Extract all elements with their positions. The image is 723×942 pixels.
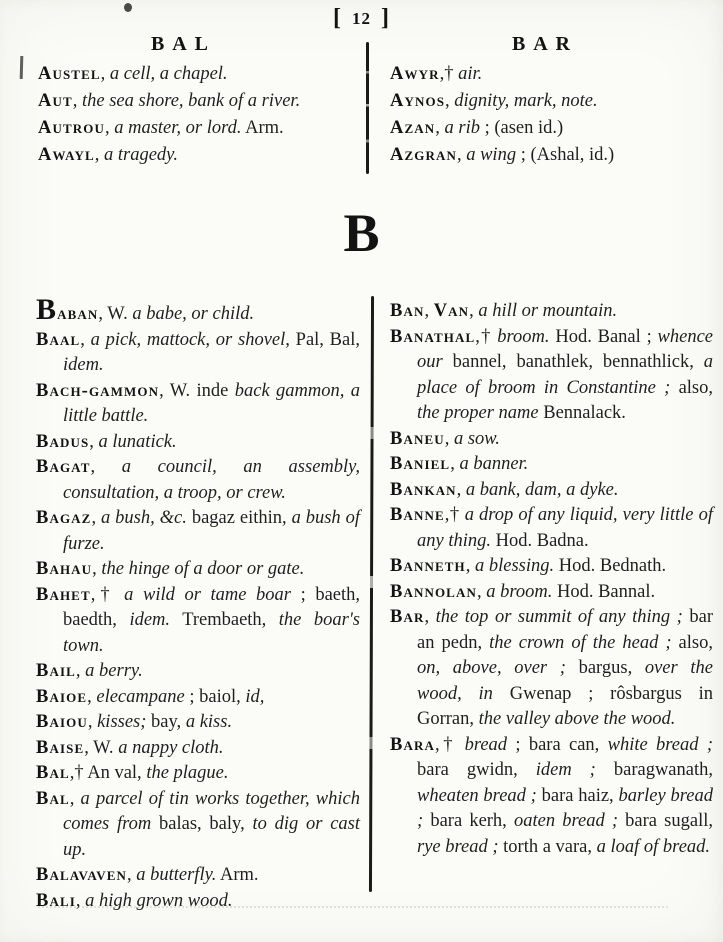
entry-text-roman: , [75,661,86,681]
entry-definition-italic: whence our [417,326,714,372]
dictionary-entry [36,379,360,430]
scan-artifact-edge-tick [20,56,24,79]
entry-text-roman: , [126,865,137,885]
dictionary-entry [36,583,360,660]
entry-text-roman: baragwanath, [595,760,713,780]
entry-text-roman: torth a vara, [498,836,597,857]
dictionary-entry [38,88,359,115]
entry-headword: Bahet [36,584,91,605]
entry-definition-italic: the crown of the head ; [489,632,672,653]
entry-definition-italic: wheaten bread ; [417,785,537,806]
entry-definition-italic: a kiss. [185,712,233,732]
entry-text-roman: bargus, [565,658,645,678]
entry-text-roman: ; (Ashal, id.) [516,145,615,165]
entry-definition-italic: the top or summit of any thing ; [435,607,683,627]
entry-definition-italic: the hinge of a door or gate. [101,559,305,579]
entry-text-roman: Arm. [216,865,259,885]
column-divider-b-section [369,296,374,892]
entry-text-roman: , [87,686,97,707]
entry-text-roman: ; baiol, [184,686,246,707]
entry-definition-italic: a rib [444,118,480,138]
entry-headword: Bagat [36,457,91,477]
dictionary-entry [390,733,713,861]
entry-text-roman: bagaz eithin, [186,508,292,528]
dictionary-entry [38,61,359,88]
entry-headword: Baise [36,737,85,758]
entry-definition-italic: a broom. [486,581,553,602]
entry-headword: Awyr [390,64,440,84]
page-number-bracket-left: [ [333,5,342,31]
entry-text-roman: , [91,508,101,528]
entry-definition-italic: bread [464,734,508,755]
entry-headword: Bar [390,607,425,627]
column-header-bar: B A R [511,33,573,55]
dictionary-entry [390,142,712,169]
entry-definition-italic: broom. [497,326,550,347]
entry-definition-italic: the valley above the wood. [478,709,676,729]
entry-text-roman: , [456,479,466,500]
entry-text-roman: Hod. Bannal. [552,581,656,602]
entry-headword: Bach-gammon [36,380,160,401]
b-section-right-column [390,299,713,860]
entry-headword: Baneu [390,428,445,449]
entry-definition-italic: a place of broom in Constantine ; [417,352,713,398]
top-left-column [38,61,359,169]
dictionary-entry [36,455,360,506]
entry-headword: Bal [36,763,70,783]
entry-text-roman: bannel, banathlek, bennathlick, [442,352,704,372]
entry-text-roman: , [69,788,81,809]
entry-text-roman: ; baeth, baedth, [63,584,361,630]
dictionary-entry [390,580,713,606]
entry-text-roman: Hod. Badna. [491,530,589,551]
entry-text-roman: also, [671,632,713,653]
top-right-column [390,61,712,169]
entry-headword: Banathal [390,326,476,347]
dictionary-entry [390,88,712,115]
entry-definition-italic: dignity, mark, note. [454,91,598,111]
entry-text-roman: , [476,581,487,602]
dictionary-entry [390,452,713,478]
dictionary-entry [390,605,713,733]
entry-definition-italic: barley bread ; [417,785,713,831]
entry-definition-italic: a babe, or child. [132,304,255,324]
dictionary-entry [390,478,713,504]
column-header-bal: B A L [151,33,210,55]
entry-text-roman: , [435,118,445,138]
dictionary-entry [36,710,360,736]
entry-headword: Bannolan [390,581,477,602]
entry-text-roman: ,† [444,505,465,525]
drop-cap-initial: B [36,293,58,326]
entry-text-roman: , [87,712,98,732]
entry-text-roman: , [469,301,479,321]
dictionary-entry [36,736,360,762]
entry-headword: Awayl [38,145,95,165]
entry-definition-italic: idem ; [535,760,596,780]
entry-text-roman: Bennalack. [538,403,626,423]
entry-definition-italic: a loaf of bread. [596,836,711,857]
entry-definition-italic: the proper name [417,403,539,423]
entry-definition-italic: the sea shore, bank of a river. [82,91,301,111]
dictionary-entry [36,889,360,915]
entry-text-roman: , [104,118,115,138]
entry-definition-italic: a tragedy. [103,145,178,165]
entry-definition-italic: over the wood, in [417,658,713,704]
entry-text-roman: Pal, Bal, [289,329,360,350]
entry-definition-italic: to dig or cast up. [63,814,361,860]
entry-headword: Baioe [36,686,88,707]
entry-text-roman: , W. inde [159,380,235,401]
entry-headword: Banneth [390,556,466,576]
dictionary-entry [38,115,359,142]
entry-headword: Banne [390,505,445,525]
entry-text-roman: ,† [90,584,125,605]
dictionary-entry [36,293,360,328]
entry-text-roman: , [424,607,436,627]
entry-definition-italic: a sow. [453,428,500,449]
entry-text-roman: , [456,145,467,165]
dictionary-entry [36,659,360,685]
entry-headword: Autrou [38,118,105,138]
entry-definition-italic: air. [458,64,483,84]
dictionary-entry [36,787,360,864]
entry-definition-italic: a butterfly. [136,865,217,885]
entry-definition-italic: a blessing. [474,556,555,576]
entry-text-roman: bar an pedn, [417,607,714,653]
entry-text-roman: , [100,64,110,84]
entry-text-roman: ,† [434,734,465,755]
entry-headword: Bali [36,890,76,911]
entry-definition-italic: idem. [129,610,171,630]
entry-text-roman: , [89,431,99,452]
entry-definition-italic: a parcel of tin works together, which comes from [63,788,360,834]
entry-definition-italic: the boar's town. [63,610,360,656]
entry-headword: Bahau [36,559,93,579]
entry-definition-italic: idem. [63,355,104,375]
entry-headword: Badus [36,431,90,452]
entry-headword: Bail [36,661,76,681]
dictionary-entry [390,503,713,554]
entry-headword: Bankan [390,479,457,500]
entry-text-roman: ,† [439,64,459,84]
entry-definition-italic: a council, an assembly, consultation, a troop, or crew. [63,457,360,503]
entry-text-roman: , W. [84,737,119,758]
entry-text-roman: Hod. Bednath. [554,556,667,576]
entry-headword: Bagaz [36,508,92,528]
entry-headword: Baiou [36,712,88,732]
entry-definition-italic: a bank, dam, a dyke. [465,479,619,500]
entry-text-roman: bara gwidn, [417,760,536,780]
dictionary-entry [38,142,359,169]
dictionary-entry [390,554,713,580]
entry-headword: Baal [36,329,81,350]
entry-headword: Balavaven [36,865,127,885]
entry-definition-italic: the plague. [146,763,229,783]
entry-headword: Aynos [390,91,446,111]
dictionary-entry [36,761,360,787]
entry-definition-italic: oaten bread ; [513,811,619,831]
entry-definition-italic: a wild or tame boar [124,584,291,605]
entry-definition-italic: a nappy cloth. [118,737,224,758]
dictionary-entry [36,430,360,456]
entry-headword: Austel [38,64,101,84]
entry-headword: Azan [390,118,436,138]
entry-definition-italic: elecampane [96,686,185,707]
page-number [0,4,723,31]
entry-text-roman: , W. [98,304,133,324]
entry-text-roman: Arm. [241,118,284,138]
dictionary-entry [390,427,713,453]
entry-definition-italic: a pick, mattock, or shovel, [90,329,290,350]
scan-artifact-ink-speck [124,3,132,12]
dictionary-entry [390,299,713,325]
entry-headword: Aut [38,91,73,111]
entry-text-roman: Gwenap ; rôsbargus in Gorran, [417,683,713,729]
entry-text-roman: , [92,559,102,579]
entry-definition-italic: kisses; [97,712,147,732]
entry-text-roman: , [450,454,460,474]
entry-definition-italic: a berry. [85,661,143,681]
entry-definition-italic: a high grown wood. [85,890,233,911]
entry-text-roman: bara kerh, [423,811,514,831]
entry-text-roman: balas, baly, [151,814,253,834]
entry-headword: Azgran [390,145,457,165]
entry-text-roman: bara sugall, [618,811,713,831]
dictionary-entry [36,685,360,711]
entry-definition-italic: a wing [466,145,517,165]
entry-definition-italic: a drop of any liquid, very little of any thing. [417,505,713,551]
dictionary-entry [36,328,360,379]
entry-definition-italic: id, [245,686,265,707]
entry-definition-italic: rye bread ; [417,836,499,857]
entry-definition-italic: back gammon, a little battle. [63,380,360,426]
dictionary-entry [36,506,360,557]
b-section-left-column [36,293,361,914]
entry-text-roman: bay, [146,712,186,732]
entry-text-roman: , [444,428,454,449]
page-number-bracket-right: ] [381,5,390,31]
entry-text-roman: , [75,890,86,911]
entry-headword: Ban [390,301,425,321]
entry-text-roman: , [90,457,122,477]
entry-definition-italic: a lunatick. [98,431,177,452]
entry-text-roman: ,† [475,326,498,347]
entry-headword: Baniel [390,454,451,474]
entry-text-roman: , [424,301,434,321]
scan-artifact-bottom-line [38,906,668,908]
entry-text-roman: also, [670,377,713,398]
column-divider-top [366,42,369,174]
entry-text-roman: , [94,145,104,165]
entry-headword: Van [433,301,470,321]
entry-definition-italic: a bush, &c. [101,508,187,528]
section-letter-b: B [343,203,380,263]
entry-definition-italic: white bread ; [607,734,713,755]
entry-text-roman: Hod. Banal ; [549,326,658,347]
dictionary-entry [390,325,713,427]
entry-text-roman: ,† An val, [69,763,147,783]
dictionary-entry [390,115,712,142]
entry-definition-italic: a hill or mountain. [478,301,618,321]
entry-headword: Bal [36,788,70,809]
entry-text-roman: bara haiz, [536,785,619,806]
dictionary-entry [390,61,712,88]
entry-text-roman: Trembaeth, [170,610,279,630]
entry-definition-italic: a master, or lord. [114,118,242,138]
entry-definition-italic: a banner. [459,454,529,474]
entry-text-roman: , [80,329,91,350]
entry-text-roman: , [72,91,82,111]
entry-definition-italic: a bush of furze. [63,508,360,554]
entry-text-roman: ; bara can, [507,734,608,755]
dictionary-entry [36,863,360,889]
dictionary-entry [36,557,360,583]
entry-headword: Baban [36,293,99,326]
entry-headword: Bara [390,734,435,755]
entry-text-roman: ; (asen id.) [479,118,564,138]
entry-text-roman: , [445,91,455,111]
entry-definition-italic: on, above, over ; [417,658,566,678]
page-number-value: 12 [352,9,371,28]
entry-definition-italic: a cell, a chapel. [109,64,228,84]
entry-text-roman: , [465,556,475,576]
